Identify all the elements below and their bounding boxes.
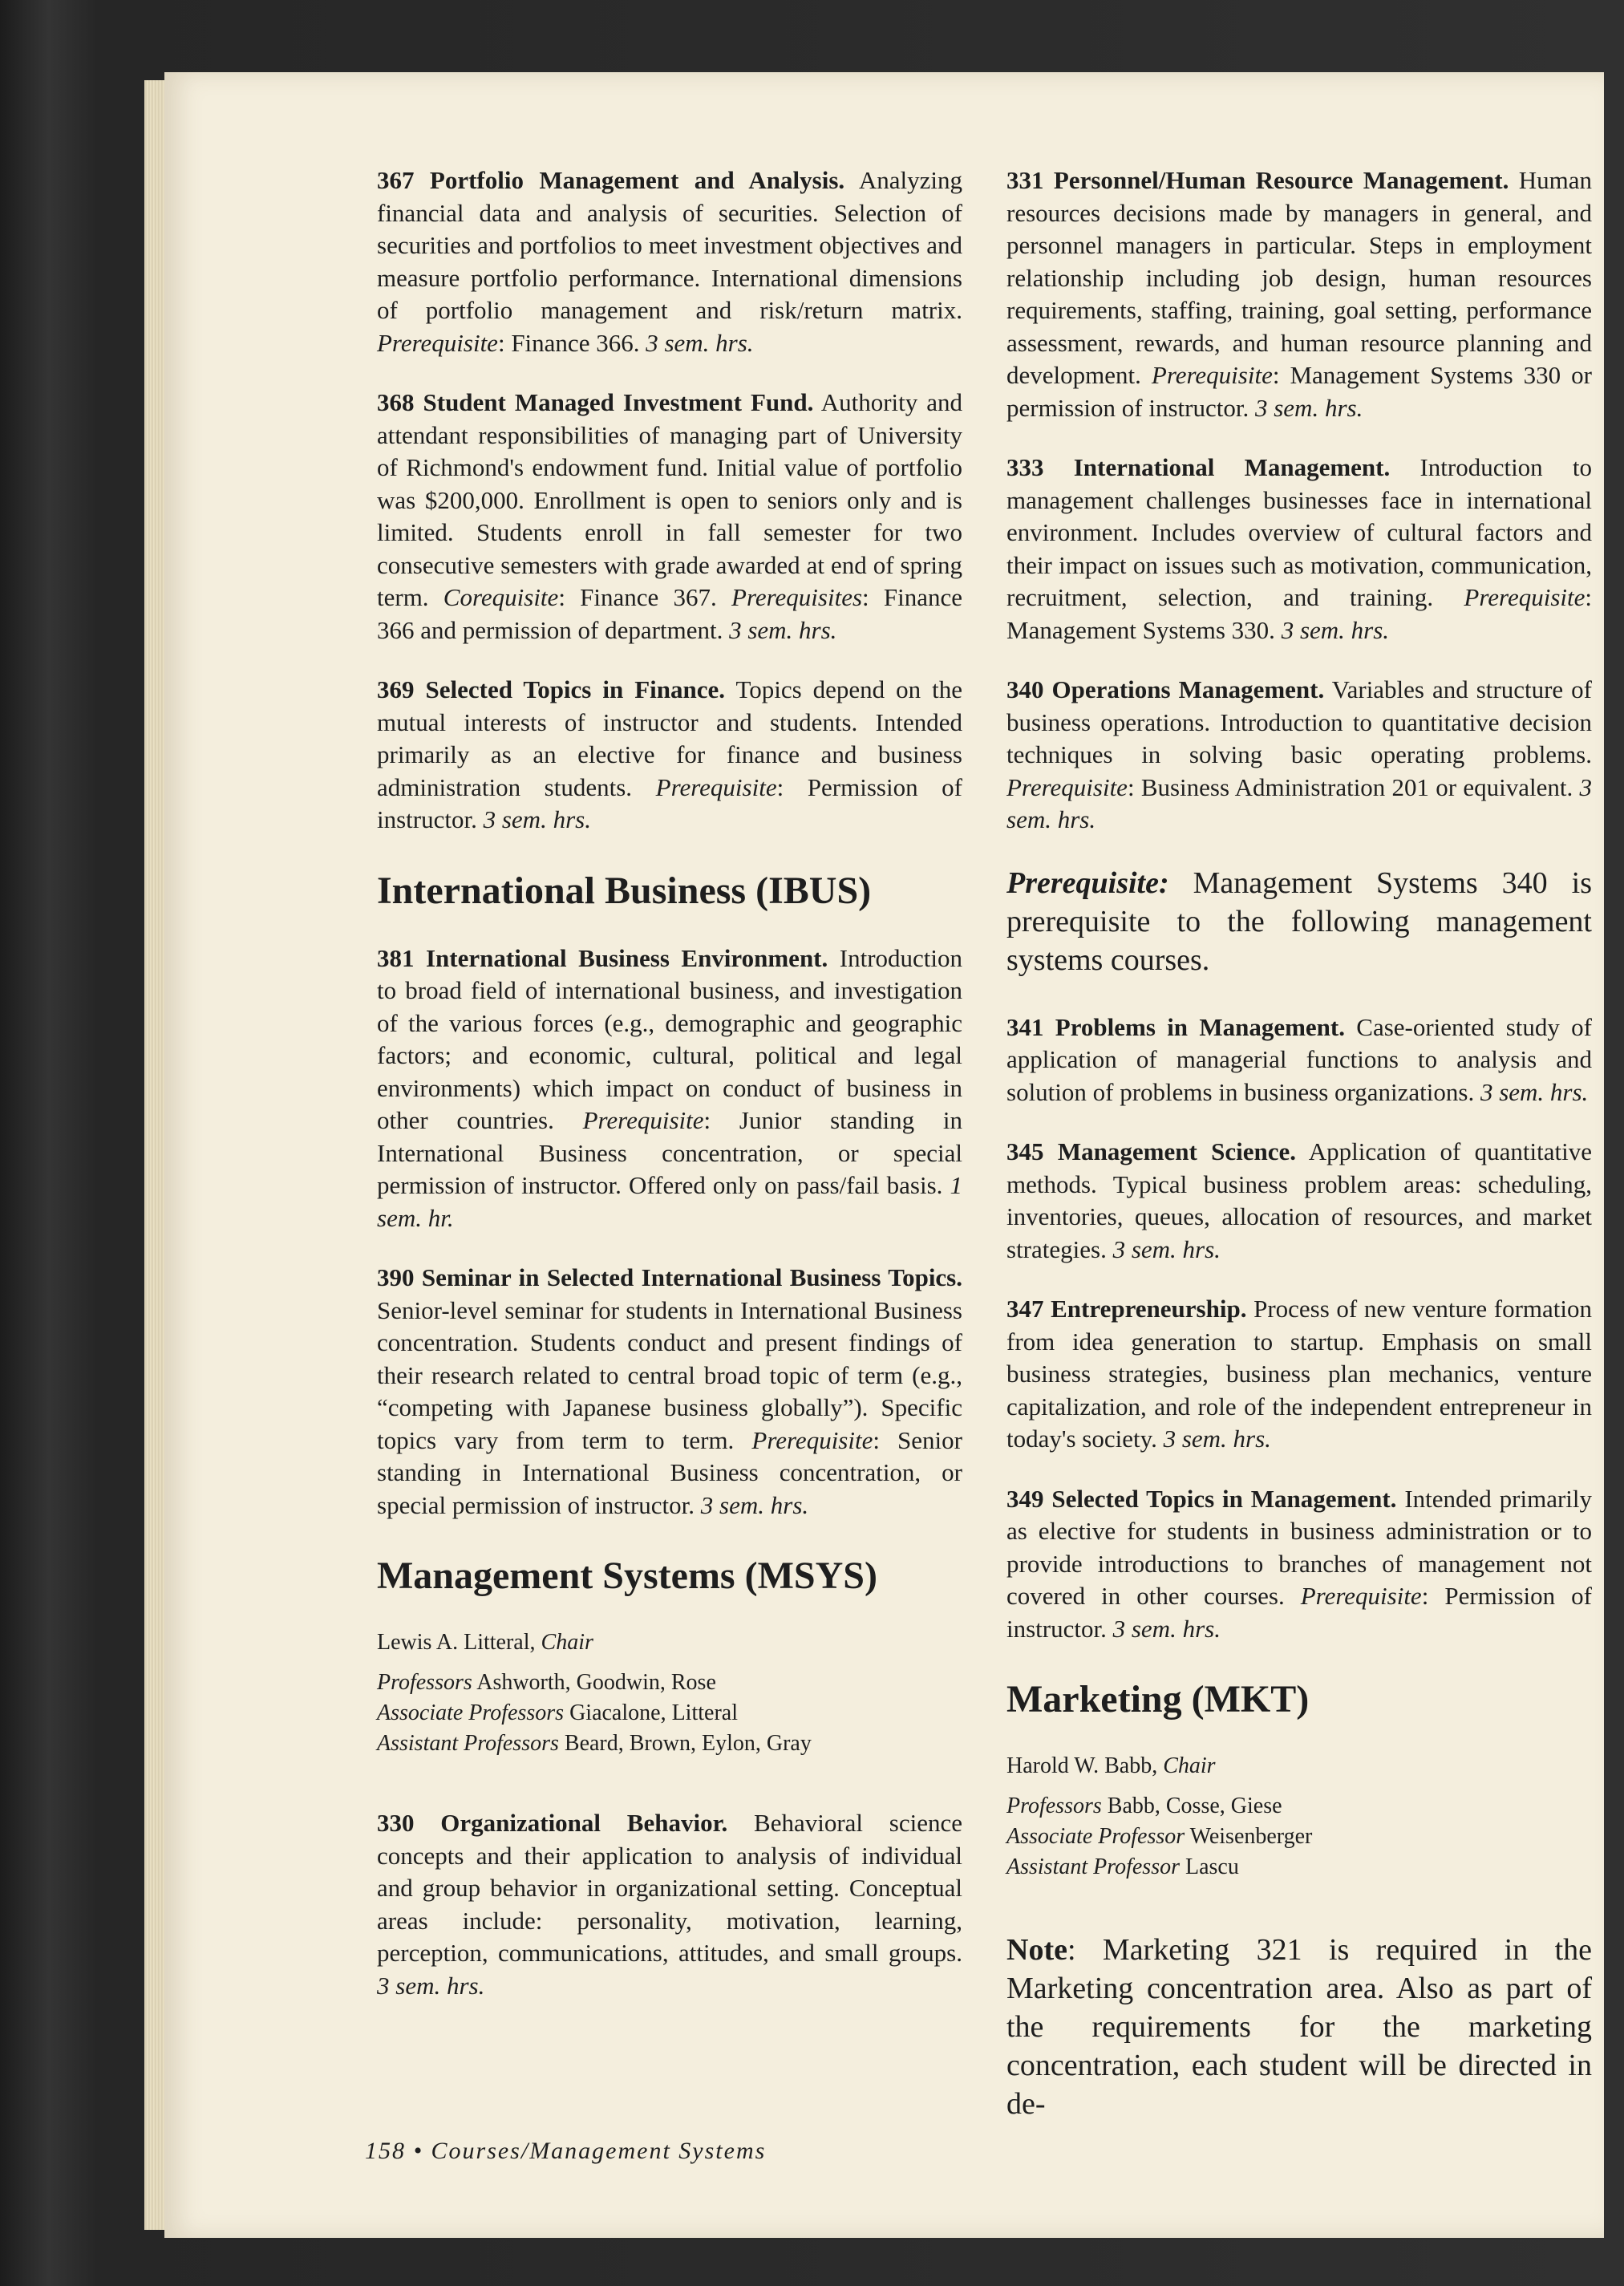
course-title: 367 Portfolio Management and Analysis. [377,166,845,194]
course-title: 341 Problems in Management. [1006,1012,1345,1041]
course-body: Variables and structure of business operations. Introduction to quantitative decision techniques in solving basic operating problems. [1006,675,1592,768]
course-hours: 3 sem. hrs. [729,615,837,644]
chair-name: Harold W. Babb, [1006,1753,1164,1778]
course-title: 369 Selected Topics in Finance. [377,675,725,703]
course-345 [1006,1136,1592,1266]
course-349 [1006,1483,1592,1646]
req-label: Prerequisite [1006,772,1128,801]
course-hours: 3 sem. hrs. [700,1490,809,1519]
course-title: 333 International Management. [1006,453,1391,481]
faculty-rank: Professors [1006,1794,1102,1818]
course-331 [1006,164,1592,424]
course-340 [1006,674,1592,837]
section-title-ibus: International Business (IBUS) [377,869,872,912]
course-hours: 3 sem. hrs. [1281,615,1390,644]
note-text: : Marketing 321 is required in the Marketing concentration area. Also as part of the requirements for the marketing concentration, each student will be directed in de- [1006,1933,1592,2121]
left-column [377,164,962,2029]
right-column [1006,164,1592,2155]
course-title: 340 Operations Management. [1006,675,1325,703]
faculty-line [377,1698,962,1729]
course-body: Analyzing financial data and analysis of securities. Selection of securities and portfolios to meet investment objectives and measure portfolio performance. International dimensions of portfolio management and risk/return matrix. [377,166,962,324]
chair-line [377,1627,962,1658]
course-body: Introduction to broad field of international business, and investigation of the various forces (e.g., demographic and geographic factors; and economic, cultural, political and legal environments) which impact on conduct of business in other countries. [377,943,963,1134]
faculty-line [377,1668,962,1698]
req-label: Prerequisite [582,1106,704,1134]
prereq-note [1006,864,1592,979]
course-title: 390 Seminar in Selected International Business Topics. [377,1263,962,1291]
chair-role: Chair [1163,1753,1216,1778]
course-347 [1006,1293,1592,1456]
course-body: Application of quantitative methods. Typical business problem areas: scheduling, inventories, queues, allocation of resources, and market strategies. [1006,1137,1592,1263]
faculty-rank: Assistant Professors [377,1731,559,1756]
faculty-line [377,1729,962,1759]
req-text: : Management Systems 330 or permission of instructor. [1006,361,1592,422]
course-333 [1006,452,1592,646]
course-body: Behavioral science concepts and their application to analysis of individual and group behavior in organizational setting. Conceptual areas include: personality, motivation, learning, perception, communications, attitudes, and small groups. [377,1809,963,1967]
faculty-line [1006,1791,1592,1822]
req-label: Prerequisite [377,328,498,357]
course-body: Human resources decisions made by managers in general, and personnel managers in particular. Steps in employment relationship including job design, human resources requirements, staffing, training, goal setting, performance assessment, rewards, and human resource planning and development. [1006,166,1592,389]
note-text: Management Systems 340 is prerequisite to the following management systems courses. [1006,865,1592,977]
course-body: Intended primarily as elective for students in business administration or to provide introductions to branches of management not covered in other courses. [1006,1484,1593,1610]
course-390 [377,1262,962,1522]
req-text: : Business Administration 201 or equivalent. [1127,772,1573,801]
course-title: 345 Management Science. [1006,1137,1297,1165]
course-hours: 3 sem. hrs. [1163,1425,1271,1453]
faculty-names: Babb, Cosse, Giese [1101,1794,1282,1818]
course-body: Topics depend on the mutual interests of instructor and students. Intended primarily as an elective for finance and business administration students. [377,675,962,801]
faculty-names: Ashworth, Goodwin, Rose [472,1670,716,1695]
chair-role: Chair [541,1630,593,1655]
faculty-rank: Professors [377,1670,472,1695]
course-title: 331 Personnel/Human Resource Management. [1006,166,1509,194]
faculty-rank: Assistant Professor [1006,1854,1180,1879]
course-body: Process of new venture formation from idea generation to startup. Emphasis on small business strategies, business plan mechanics, venture capitalization, and role of the independent entrepreneur in today's society. [1006,1295,1593,1453]
course-367 [377,164,962,359]
req-label: Prerequisite [1151,361,1273,389]
faculty-names: Giacalone, Litteral [564,1700,738,1725]
mkt-faculty [1006,1751,1592,1883]
course-381 [377,942,962,1235]
course-body: Case-oriented study of application of managerial functions to analysis and solution of problems in business organizations. [1006,1012,1592,1106]
faculty-names: Weisenberger [1185,1824,1313,1849]
course-title: 347 Entrepreneurship. [1006,1295,1247,1323]
section-title-msys: Management Systems (MSYS) [377,1554,877,1597]
req-text: : Finance 366. [497,328,640,357]
req-text: : Permission of instructor. [1006,1582,1592,1643]
course-title: 349 Selected Topics in Management. [1006,1484,1397,1513]
req-label: Prerequisites [731,583,863,611]
faculty-names: Lascu [1180,1854,1239,1879]
page-footer: 158 • Courses/Management Systems [365,2138,767,2164]
faculty-rank: Associate Professor [1006,1824,1185,1849]
req-text: : Finance 366 and permission of department. [377,583,963,644]
faculty-line [1006,1822,1592,1852]
note-lead: Prerequisite: [1006,865,1169,900]
faculty-names: Beard, Brown, Eylon, Gray [558,1731,812,1756]
course-341 [1006,1011,1592,1109]
course-hours: 3 sem. hrs. [1006,772,1592,833]
course-title: 368 Student Managed Investment Fund. [377,388,814,416]
req-text: : Permission of instructor. [377,772,962,833]
course-hours: 3 sem. hrs. [1480,1077,1589,1106]
course-369 [377,674,962,837]
req-label: Prerequisite [1464,583,1586,611]
req-label: Prerequisite [655,772,777,801]
course-hours: 3 sem. hrs. [646,328,754,357]
course-hours: 3 sem. hrs. [1112,1234,1221,1263]
req-label: Corequisite [443,583,559,611]
course-330 [377,1807,962,2002]
req-text: : Junior standing in International Business concentration, or special permission of instructor. Offered only on pass/fail basis. [377,1106,963,1199]
req-label: Prerequisite [1300,1582,1422,1610]
faculty-rank: Associate Professors [377,1700,565,1725]
chair-line [1006,1751,1592,1781]
req-text: : Management Systems 330. [1006,583,1592,644]
course-body: Senior-level seminar for students in International Business concentration. Students conduct and present findings of their research related to central broad topic of term (e.g., “competing with Japanese business globally”). Specific topics vary from term to term. [377,1295,962,1454]
course-hours: 3 sem. hrs. [483,805,591,833]
msys-faculty [377,1627,962,1759]
course-hours: 3 sem. hrs. [1254,393,1363,422]
course-368 [377,387,962,646]
course-body: Authority and attendant responsibilities of managing part of University of Richmond's endowment fund. Initial value of portfolio was $200,000. Enrollment is open to seniors only and is limited. Students enroll in fall semester for two consecutive semesters with grade awarded at end of spring term. [377,388,962,611]
course-hours: 3 sem. hrs. [1112,1614,1221,1643]
course-body: Introduction to management challenges businesses face in international environment. Includes overview of cultural factors and their impact on issues such as motivation, communication, recruitment, selection, and training. [1006,453,1592,611]
req-label: Prerequisite [751,1425,873,1454]
marketing-note [1006,1931,1592,2123]
section-title-mkt: Marketing (MKT) [1006,1678,1310,1721]
req-text: : Finance 367. [558,583,717,611]
course-title: 381 International Business Environment. [377,943,828,972]
chair-name: Lewis A. Litteral, [377,1630,541,1655]
course-hours: 3 sem. hrs. [377,1971,485,2000]
course-hours: 1 sem. hr. [377,1171,962,1232]
faculty-line [1006,1852,1592,1883]
note-lead: Note [1006,1933,1067,1967]
course-title: 330 Organizational Behavior. [377,1809,728,1837]
req-text: : Senior standing in International Business concentration, or special permission of instructor. [377,1425,962,1519]
